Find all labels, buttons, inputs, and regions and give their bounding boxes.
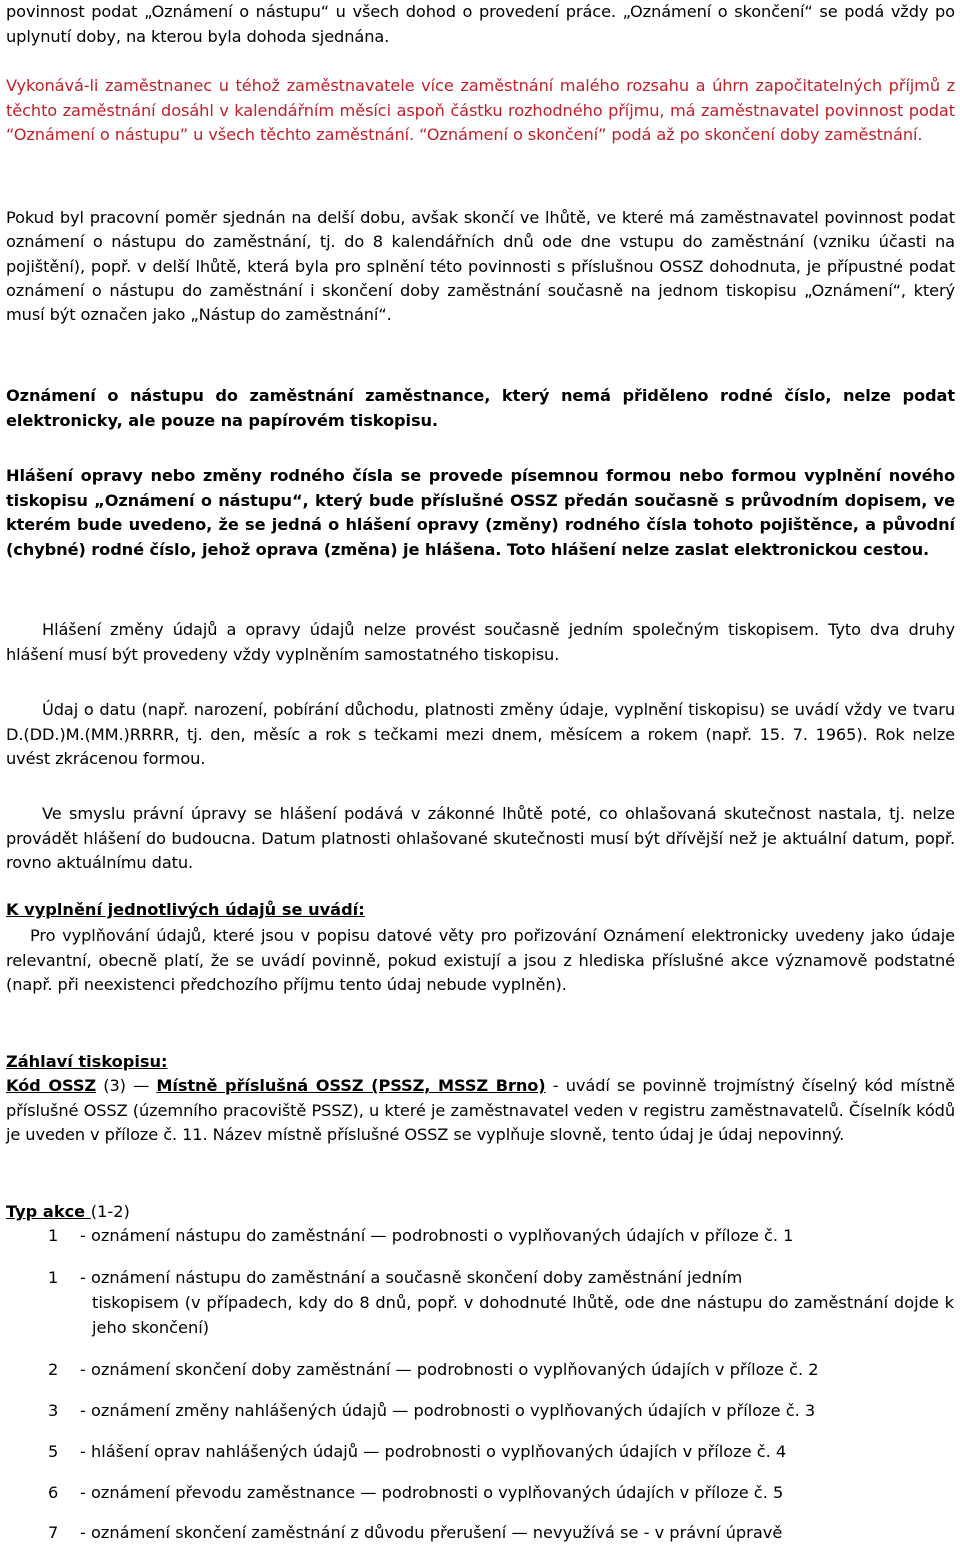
list-item-number: 1 (48, 1226, 59, 1245)
list-item-continuation: tiskopisem (v případech, kdy do 8 dnů, popř. v dohodnuté lhůtě, ode dne nástupu do zaměstnání dojde k jeho skončení) (92, 1293, 954, 1337)
typ-akce-label: Typ akce (6, 1202, 91, 1221)
list-item-number: 3 (48, 1401, 59, 1420)
paragraph-datum: Údaj o datu (např. narození, pobírání důchodu, platnosti změny údaje, vyplnění tiskopisu) se uvádí vždy ve tvaru D.(DD.)M.(MM.)RRRR, tj. den, měsíc a rok s tečkami mezi dnem, měsícem a rokem (např. 15. 7. 1965). Rok nelze uvést zkrácenou formou. (6, 700, 955, 768)
list-item (48, 1521, 954, 1546)
list-item-text: - oznámení skončení doby zaměstnání — podrobnosti o vyplňovaných údajích v příloze č. 2 (80, 1360, 819, 1379)
list-item (48, 1358, 954, 1383)
kod-ossz-text: - uvádí se povinně trojmístný číselný kód místně příslušné OSSZ (územního pracoviště PSSZ), u které je zaměstnavatel veden v registru zaměstnavatelů. Číselník kódů je uveden v příloze č. 11. Název místně příslušné OSSZ se vyplňuje slovně, tento údaj je údaj nepovinný. (6, 1076, 955, 1144)
kod-ossz-label: Kód OSSZ (6, 1076, 97, 1095)
typ-akce-code: (1-2) (90, 1202, 130, 1221)
list-item (48, 1440, 954, 1465)
paragraph-dohody: povinnost podat „Oznámení o nástupu“ u všech dohod o provedení práce. „Oznámení o skončení“ se podá vždy po uplynutí doby, na kterou byla dohoda sjednána. (6, 2, 955, 46)
list-item-number: 6 (48, 1483, 59, 1502)
list-item-number: 2 (48, 1360, 59, 1379)
typ-akce-heading (6, 1200, 960, 1224)
list-item-number: 7 (48, 1523, 59, 1542)
heading-zahlavi: Záhlaví tiskopisu: (6, 1052, 168, 1071)
list-item-text: - oznámení nástupu do zaměstnání a současně skončení doby zaměstnání jedním (80, 1268, 743, 1287)
list-item-number: 5 (48, 1442, 59, 1461)
list-item-text: - hlášení oprav nahlášených údajů — podrobnosti o vyplňovaných údajích v příloze č. 4 (80, 1442, 787, 1461)
list-item-text: - oznámení nástupu do zaměstnání — podrobnosti o vyplňovaných údajích v příloze č. 1 (80, 1226, 794, 1245)
list-item (48, 1266, 954, 1291)
paragraph-lhuta: Ve smyslu právní úpravy se hlášení podává v zákonné lhůtě poté, co ohlašovaná skutečnost nastala, tj. nelze provádět hlášení do budoucna. Datum platnosti ohlašované skutečnosti musí být dřívější než je aktuální datum, popř. rovno aktuálnímu datu. (6, 804, 955, 872)
paragraph-kod-ossz (6, 1074, 955, 1148)
mistne-prislusna-label: Místně příslušná OSSZ (PSSZ, MSSZ Brno) (156, 1076, 546, 1095)
list-item-text: - oznámení převodu zaměstnance — podrobnosti o vyplňovaných údajích v příloze č. 5 (80, 1483, 784, 1502)
list-item (48, 1481, 954, 1506)
heading-vyplneni: K vyplnění jednotlivých údajů se uvádí: (6, 900, 365, 919)
paragraph-oprava-rodneho-cisla: Hlášení opravy nebo změny rodného čísla se provede písemnou formou nebo formou vyplnění nového tiskopisu „Oznámení o nástupu“, který bude příslušné OSSZ předán současně s průvodním dopisem, ve kterém bude uvedeno, že se jedná o hlášení opravy (změny) rodného čísla tohoto pojištěnce, a původní (chybné) rodné číslo, jehož oprava (změna) je hlášena. Toto hlášení nelze zaslat elektronickou cestou. (6, 466, 955, 560)
paragraph-pracovni-pomer: Pokud byl pracovní poměr sjednán na delší dobu, avšak skončí ve lhůtě, ve které má zaměstnavatel povinnost podat oznámení o nástupu do zaměstnání, tj. do 8 kalendářních dnů ode dne vstupu do zaměstnání (vzniku účasti na pojištění), popř. v delší lhůtě, která byla pro splnění této povinnosti s příslušnou OSSZ dohodnuta, je přípustné podat oznámení o nástupu do zaměstnání i skončení doby zaměstnání současně na jednom tiskopisu „Oznámení“, který musí být označen jako „Nástup do zaměstnání“. (6, 208, 955, 325)
kod-ossz-code: (3) — (96, 1076, 157, 1095)
list-item-number: 1 (48, 1268, 59, 1287)
list-item-text: - oznámení změny nahlášených údajů — podrobnosti o vyplňovaných údajích v příloze č. 3 (80, 1401, 816, 1420)
list-item-text: - oznámení skončení zaměstnání z důvodu přerušení — nevyužívá se - v právní úpravě (80, 1523, 783, 1542)
paragraph-vyplnovani-udaju: Pro vyplňování údajů, které jsou v popisu datové věty pro pořizování Oznámení elektronicky uvedeny jako údaje relevantní, obecně platí, že se uvádí povinně, pokud existují a jsou z hlediska příslušné akce významově podstatné (např. při neexistenci předchozího příjmu tento údaj nebude vyplněn). (6, 926, 955, 994)
paragraph-zmeny-a-opravy: Hlášení změny údajů a opravy údajů nelze provést současně jedním společným tiskopisem. Tyto dva druhy hlášení musí být provedeny vždy vyplněním samostatného tiskopisu. (6, 620, 955, 664)
paragraph-vice-zamestnani: Vykonává-li zaměstnanec u téhož zaměstnavatele více zaměstnání malého rozsahu a úhrn započitatelných příjmů z těchto zaměstnání dosáhl v kalendářním měsíci aspoň částku rozhodného příjmu, má zaměstnavatel povinnost podat “Oznámení o nástupu” u všech těchto zaměstnání. “Oznámení o skončení” podá až po skončení doby zaměstnání. (6, 76, 955, 144)
list-item (48, 1224, 954, 1249)
list-item (48, 1399, 954, 1424)
paragraph-bez-rodneho-cisla: Oznámení o nástupu do zaměstnání zaměstnance, který nemá přiděleno rodné číslo, nelze podat elektronicky, ale pouze na papírovém tiskopisu. (6, 386, 955, 430)
